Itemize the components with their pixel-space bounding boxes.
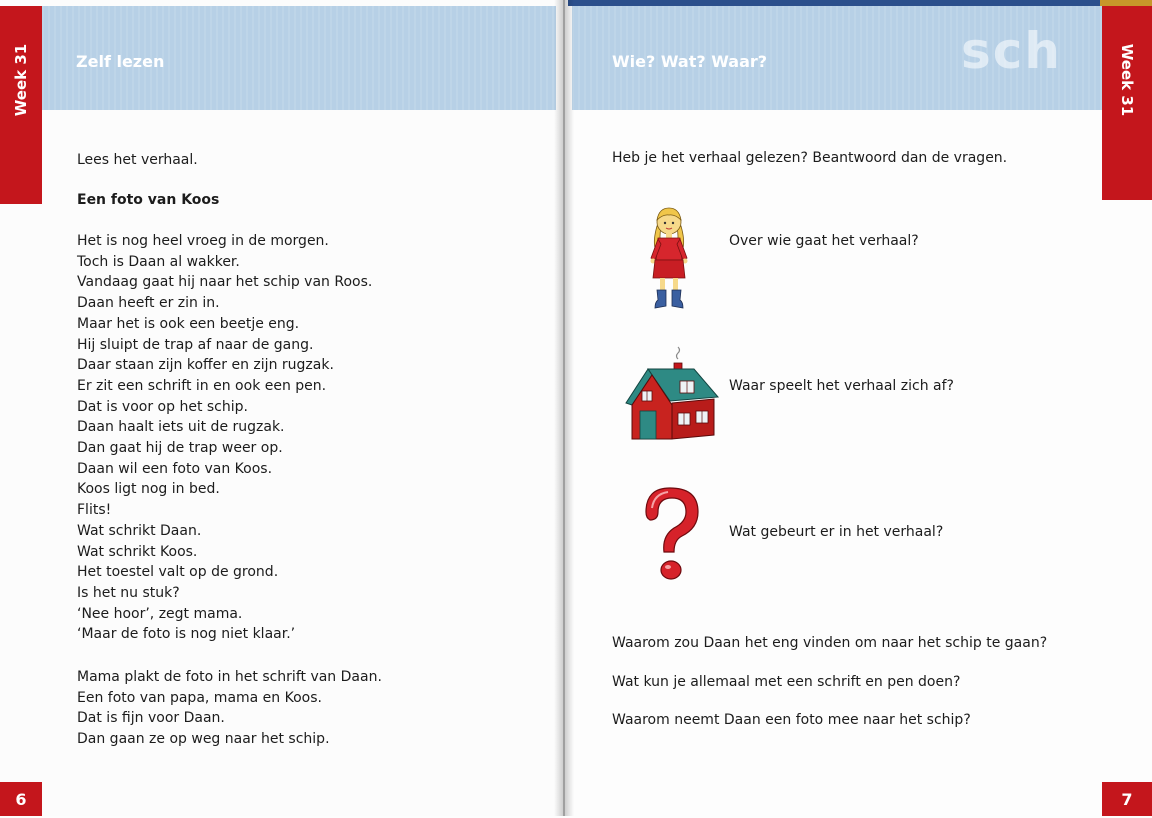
story-line: Flits!: [77, 502, 112, 519]
question-who: Over wie gaat het verhaal?: [729, 233, 919, 249]
house-illustration-icon: [622, 343, 720, 443]
story-line: Vandaag gaat hij naar het schip van Roos.: [77, 274, 373, 291]
right-banner: [572, 6, 1102, 110]
left-page-number: 6: [0, 782, 42, 816]
story-line: Een foto van papa, mama en Koos.: [77, 689, 322, 706]
left-week-label: Week 31: [12, 43, 30, 117]
story-line: Het is nog heel vroeg in de morgen.: [77, 233, 329, 249]
story-line: Daan haalt iets uit de rugzak.: [77, 419, 285, 436]
story-line: Dan gaan ze op weg naar het schip.: [77, 731, 330, 748]
open-question-3: Waarom neemt Daan een foto mee naar het schip?: [612, 712, 971, 728]
story-line: Wat schrikt Daan.: [77, 522, 202, 539]
story-line: Maar het is ook een beetje eng.: [77, 315, 300, 332]
story-line: Daan heeft er zin in.: [77, 295, 220, 312]
question-mark-illustration-icon: [636, 482, 706, 586]
story-line: Daar staan zijn koffer en zijn rugzak.: [77, 357, 334, 374]
girl-illustration-icon: [645, 202, 693, 316]
story-line: Koos ligt nog in bed.: [77, 481, 220, 498]
story-line: Dat is fijn voor Daan.: [77, 710, 225, 727]
right-week-label: Week 31: [1118, 43, 1136, 117]
story-line: Dat is voor op het schip.: [77, 398, 248, 415]
story-line: Is het nu stuk?: [77, 584, 180, 601]
story-line: Toch is Daan al wakker.: [77, 253, 240, 270]
question-what: Wat gebeurt er in het verhaal?: [729, 524, 944, 540]
story-line: ‘Maar de foto is nog niet klaar.’: [77, 626, 296, 643]
right-banner-title: Wie? Wat? Waar?: [612, 52, 768, 71]
story-line: Hij sluipt de trap af naar de gang.: [77, 336, 314, 353]
story-line: Mama plakt de foto in het schrift van Daan.: [77, 669, 382, 685]
story-line: Daan wil een foto van Koos.: [77, 460, 273, 477]
open-question-2: Wat kun je allemaal met een schrift en pen doen?: [612, 674, 961, 690]
open-question-1: Waarom zou Daan het eng vinden om naar het schip te gaan?: [612, 635, 1048, 651]
intro-text: Heb je het verhaal gelezen? Beantwoord dan de vragen.: [612, 150, 1008, 166]
book-gutter: [554, 0, 574, 816]
sound-label: sch: [961, 22, 1062, 80]
question-where: Waar speelt het verhaal zich af?: [729, 378, 954, 394]
right-page-number: 7: [1102, 782, 1152, 816]
left-banner-title: Zelf lezen: [76, 52, 165, 71]
right-week-tab: [1102, 6, 1152, 200]
story-line: Er zit een schrift in en ook een pen.: [77, 377, 327, 394]
story-line: Wat schrikt Koos.: [77, 543, 198, 560]
story-line: ‘Nee hoor’, zegt mama.: [77, 605, 243, 622]
instruction: Lees het verhaal.: [77, 152, 198, 168]
story-line: Het toestel valt op de grond.: [77, 564, 279, 581]
story-line: Dan gaat hij de trap weer op.: [77, 440, 283, 457]
story-title: Een foto van Koos: [77, 192, 220, 208]
